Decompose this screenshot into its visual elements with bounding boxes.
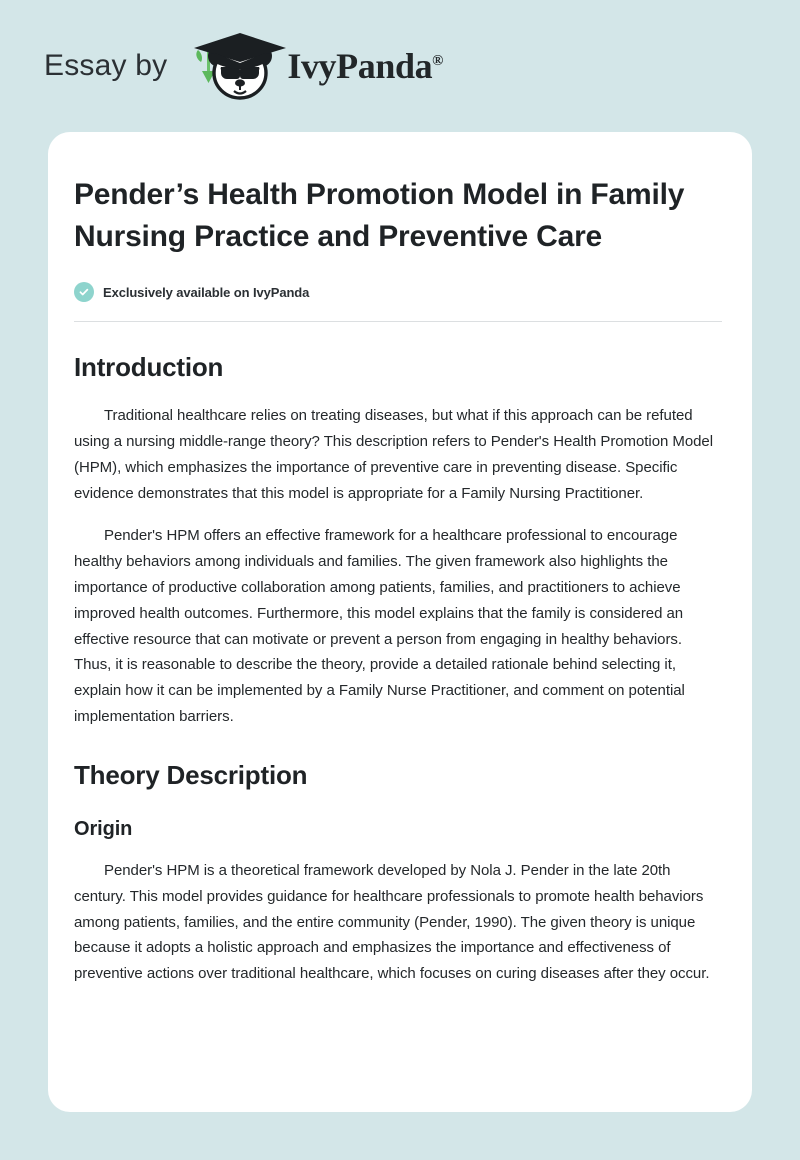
panda-graduate-icon [185,29,295,103]
check-circle-icon [74,282,94,302]
section-heading-introduction: Introduction [74,352,224,382]
paragraph: Pender's HPM is a theoretical framework developed by Nola J. Pender in the late 20th century. This model provides guidance for healthcare professionals to promote health behaviors among patients, families, and the entire community (Pender, 1990). The given theory is unique because it adopts a holistic approach and emphasizes the importance and effectiveness of preventive actions over traditional healthcare, which focuses on curing diseases after they occur. [74,861,710,983]
brand-header [0,0,800,132]
page-title: Pender’s Health Promotion Model in Family Nursing Practice and Preventive Care [74,178,685,253]
paragraph: Traditional healthcare relies on treating diseases, but what if this approach can be refuted using a nursing middle-range theory? This description refers to Pender's Health Promotion Model (HPM), which emphasizes the importance of preventive care in preventing disease. Specific evidence demonstrates that this model is appropriate for a Family Nursing Practitioner. [74,407,714,502]
exclusive-availability-badge [74,282,722,302]
essay-card-content [74,174,722,987]
section-heading-origin: Origin [74,817,133,840]
paragraph: Pender's HPM offers an effective framework for a healthcare professional to encourage healthy behaviors among individuals and families. The given framework also highlights the importance of productive collaboration among patients, families, and practitioners to achieve improved health outcomes. Furthermore, this model explains that the family is considered an effective resource that can motivate or prevent a person from engaging in healthy behaviors. Thus, it is reasonable to describe the theory, provide a detailed rationale behind selecting it, explain how it can be implemented by a Family Nurse Practitioner, and comment on potential implementation barriers. [74,527,685,725]
wordmark-text: IvyPanda [287,46,433,86]
registered-trademark-symbol: ® [432,53,444,69]
exclusive-availability-label: Exclusively available on IvyPanda [103,284,310,300]
ivypanda-logo[interactable] [185,29,443,103]
essay-by-label: Essay by [44,49,168,82]
header-divider [74,321,722,322]
ivypanda-wordmark [287,48,443,84]
essay-card [48,132,752,1112]
section-heading-theory-description: Theory Description [74,759,308,790]
